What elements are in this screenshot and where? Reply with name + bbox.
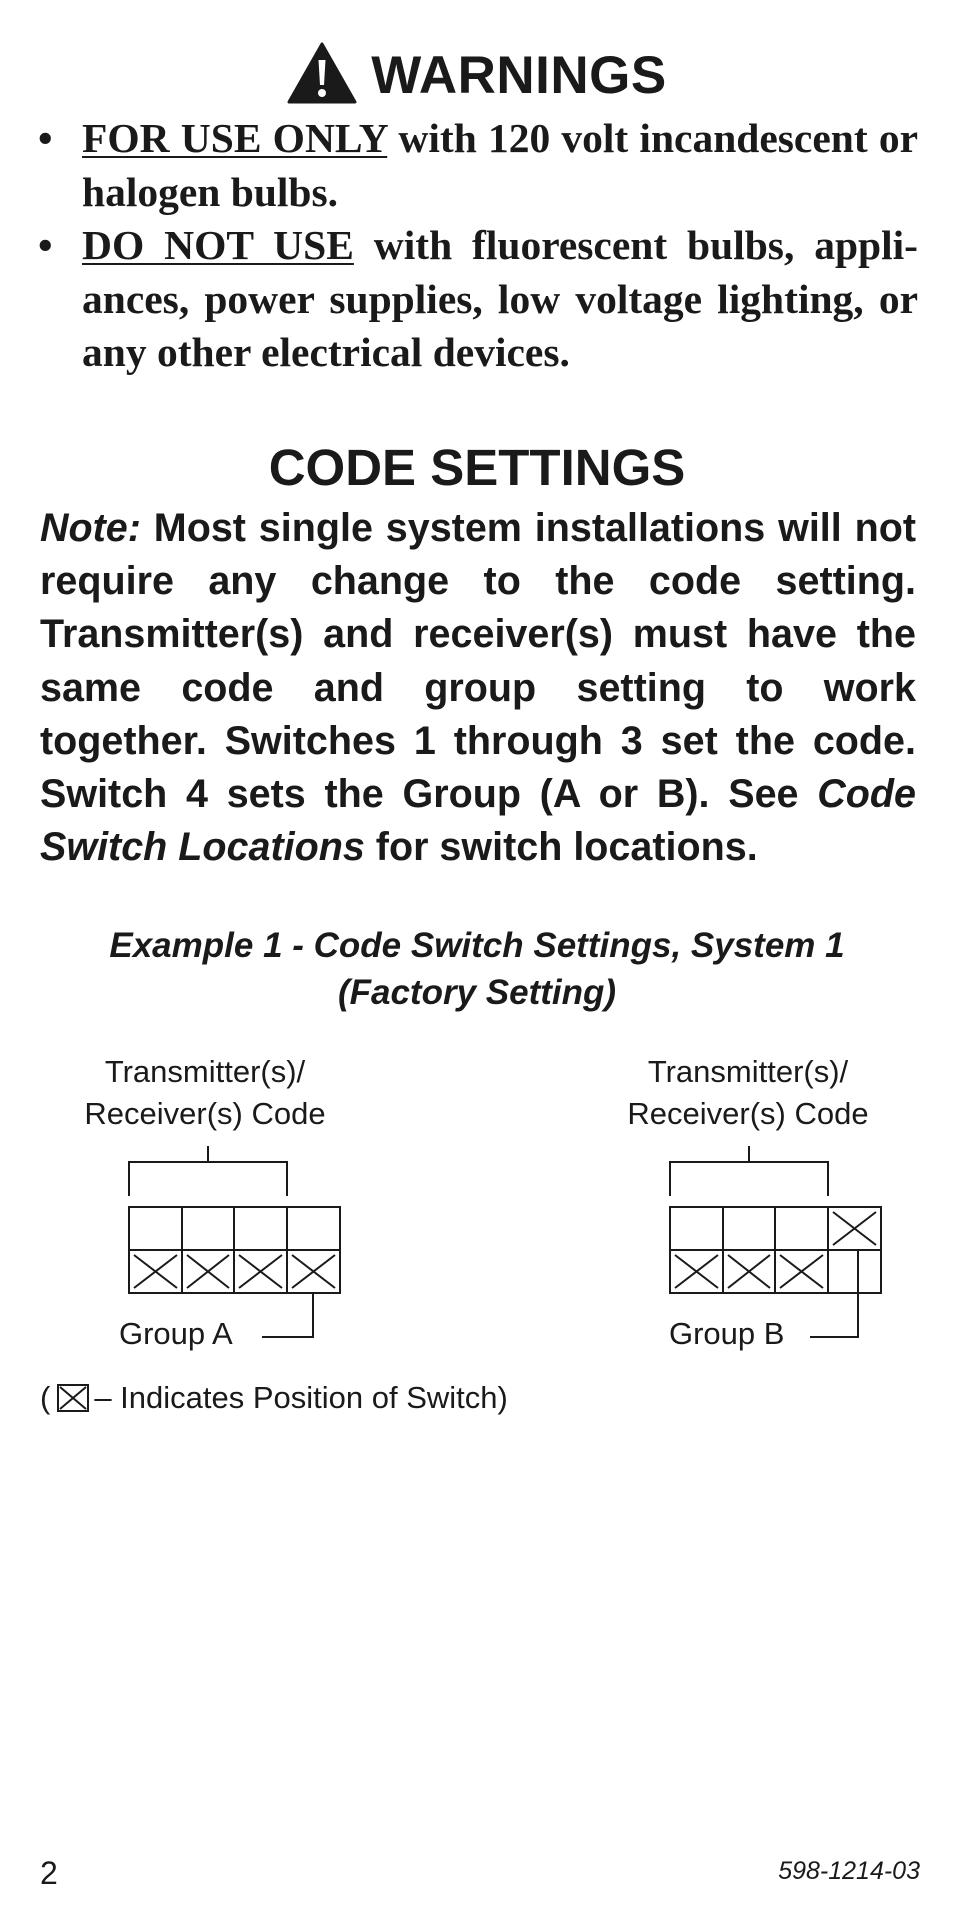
group-b-label: Group B (669, 1316, 785, 1351)
note-label: Note: (40, 506, 141, 550)
legend-open-paren: ( (40, 1380, 51, 1415)
code-bracket (670, 1146, 828, 1196)
left-switch-diagram (129, 1146, 340, 1337)
warning-body: with 120 volt incandescent or halogen bulbs. (82, 115, 919, 215)
switch-4-mark (833, 1212, 876, 1245)
document-number: 598-1214-03 (778, 1857, 920, 1885)
switch-legend (40, 1380, 508, 1416)
right-switch-diagram (670, 1146, 881, 1337)
warning-emphasis: FOR USE ONLY (82, 115, 388, 161)
bullet-icon: • (38, 222, 53, 268)
warning-body: with fluorescent bulbs, appli-ances, power supplies, low voltage lighting, or any other electrical devices. (82, 222, 918, 375)
switch-1-mark (675, 1255, 718, 1288)
note-text-end: for switch locations. (364, 825, 758, 870)
switch-4-mark (292, 1255, 335, 1288)
diagram-label-line: Transmitter(s)/ (647, 1054, 849, 1089)
diagram-label-line: Receiver(s) Code (627, 1096, 869, 1131)
example-title: Example 1 - Code Switch Settings, System 1 (109, 926, 845, 965)
warnings-title: WARNINGS (371, 45, 667, 105)
group-a-label: Group A (119, 1316, 233, 1351)
note-text: Most single system installations will not require any change to the code setting. Transmitter(s) and receiver(s) must have the same code and group setting to work together. Switches 1 through 3 set the code. Switch 4 sets the Group (A or B). See (40, 506, 916, 817)
page-number: 2 (40, 1855, 58, 1891)
bullet-icon: • (38, 115, 53, 161)
code-bracket (129, 1146, 287, 1196)
switch-2-mark (728, 1255, 770, 1288)
example-subtitle: (Factory Setting) (337, 973, 617, 1012)
switch-2-mark (187, 1255, 229, 1288)
warning-emphasis: DO NOT USE (82, 222, 354, 268)
diagram-label-line: Receiver(s) Code (84, 1096, 326, 1131)
switch-3-mark (239, 1255, 282, 1288)
diagram-label-line: Transmitter(s)/ (104, 1054, 306, 1089)
switch-x-icon (56, 1383, 90, 1413)
legend-text: – Indicates Position of Switch) (94, 1380, 508, 1415)
note-reference: Code Switch Locations (40, 772, 916, 870)
code-settings-title: CODE SETTINGS (268, 439, 686, 496)
switch-3-mark (780, 1255, 823, 1288)
switch-1-mark (134, 1255, 177, 1288)
group-leader-line (262, 1293, 313, 1337)
